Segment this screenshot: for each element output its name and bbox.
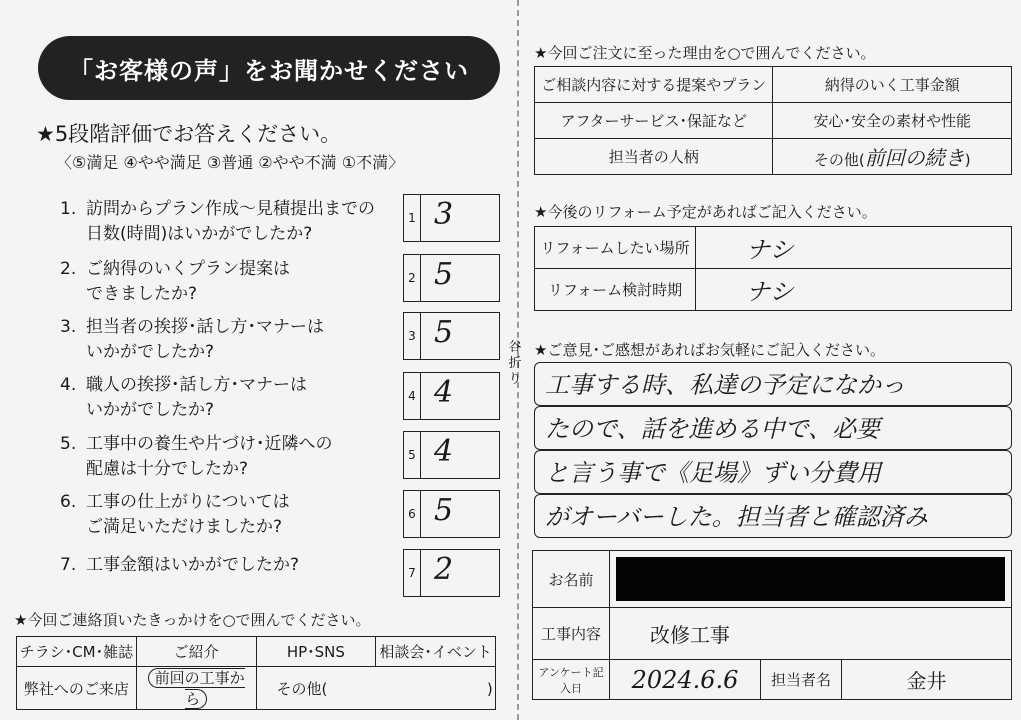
answer-index: 2 <box>404 255 421 301</box>
question-6 <box>60 490 290 540</box>
reason-option[interactable]: アフターサービス･保証など <box>535 103 773 139</box>
question-number: 5. <box>60 434 77 454</box>
contact-option[interactable]: 弊社へのご来店 <box>17 667 137 710</box>
other-label: その他( <box>813 151 865 169</box>
answer-box-3[interactable] <box>403 312 500 360</box>
question-number: 3. <box>60 317 77 337</box>
question-text: ご納得のいくプラン提案は <box>86 259 290 279</box>
answer-value: 3 <box>434 197 454 232</box>
question-number: 4. <box>60 375 77 395</box>
staff-label: 担当者名 <box>761 660 842 700</box>
answer-value: 5 <box>434 315 454 350</box>
answer-value: 4 <box>434 375 454 410</box>
contact-table <box>16 636 496 710</box>
reason-heading: ★今回ご注文に至った理由を○で囲んでください。 <box>534 44 876 62</box>
question-7 <box>60 553 299 578</box>
question-text: 職人の挨拶･話し方･マナーは <box>86 375 307 395</box>
question-text-2: ご満足いただけましたか? <box>86 517 283 537</box>
contact-heading: ★今回ご連絡頂いたきっかけを○で囲んでください。 <box>14 611 371 629</box>
future-place-value[interactable]: ナシ <box>696 227 1012 269</box>
question-text-2: いかがでしたか? <box>86 342 215 362</box>
selected-circle: 前回の工事から <box>148 668 245 709</box>
answer-box-5[interactable] <box>403 431 500 479</box>
answer-index: 7 <box>404 550 421 596</box>
other-close: ) <box>964 151 971 169</box>
question-text: 担当者の挨拶･話し方･マナーは <box>86 317 324 337</box>
answer-index: 4 <box>404 373 421 419</box>
question-4 <box>60 373 307 423</box>
answer-value: 5 <box>434 257 454 292</box>
contact-option[interactable]: チラシ･CM･雑誌 <box>17 637 137 667</box>
rating-heading: ★5段階評価でお答えください。 <box>36 122 342 146</box>
answer-value: 2 <box>434 552 454 587</box>
comment-line-2[interactable]: たので、話を進める中で、必要 <box>534 406 1012 450</box>
question-1 <box>60 197 375 247</box>
future-heading: ★今後のリフォーム予定があればご記入ください。 <box>534 203 877 221</box>
question-text-2: 配慮は十分でしたか? <box>86 459 249 479</box>
question-number: 7. <box>60 555 77 575</box>
rating-scale: 〈⑤満足 ④やや満足 ③普通 ②やや不満 ①不満〉 <box>56 153 405 172</box>
question-3 <box>60 315 324 365</box>
answer-box-7[interactable] <box>403 549 500 597</box>
reason-option[interactable]: 担当者の人柄 <box>535 139 773 175</box>
work-label: 工事内容 <box>533 608 610 660</box>
answer-box-1[interactable] <box>403 194 500 242</box>
contact-option-other[interactable] <box>256 667 496 710</box>
reason-table <box>534 66 1012 175</box>
other-value: 前回の続き <box>864 146 965 170</box>
comment-line-4[interactable]: がオーバーした。担当者と確認済み <box>534 494 1012 538</box>
answer-value: 5 <box>434 493 454 528</box>
future-table <box>534 226 1012 311</box>
question-text: 工事金額はいかがでしたか? <box>86 555 300 575</box>
contact-option[interactable]: HP･SNS <box>256 637 376 667</box>
contact-option[interactable]: 相談会･イベント <box>376 637 496 667</box>
question-2 <box>60 257 290 307</box>
future-time-label: リフォーム検討時期 <box>535 269 696 311</box>
answer-index: 1 <box>404 195 421 241</box>
contact-option-selected[interactable] <box>136 667 256 710</box>
redacted-name <box>616 557 1005 601</box>
other-label: その他( <box>276 679 328 698</box>
staff-value[interactable]: 金井 <box>842 660 1012 700</box>
answer-index: 5 <box>404 432 421 478</box>
question-number: 1. <box>60 199 77 219</box>
reason-option-other[interactable] <box>773 139 1012 175</box>
work-value[interactable]: 改修工事 <box>610 608 1012 660</box>
question-number: 6. <box>60 492 77 512</box>
answer-value: 4 <box>434 434 454 469</box>
answer-box-6[interactable] <box>403 490 500 538</box>
question-text-2: 日数(時間)はいかがでしたか? <box>86 224 313 244</box>
question-text: 工事中の養生や片づけ･近隣への <box>86 434 333 454</box>
date-label: アンケート記入日 <box>533 660 610 700</box>
future-time-value[interactable]: ナシ <box>696 269 1012 311</box>
question-number: 2. <box>60 259 77 279</box>
comment-line-1[interactable]: 工事する時、私達の予定になかっ <box>534 362 1012 406</box>
comment-line-3[interactable]: と言う事で《足場》ずい分費用 <box>534 450 1012 494</box>
fold-label: 谷折り <box>508 340 522 387</box>
survey-banner: 「お客様の声」をお聞かせください <box>38 36 500 100</box>
answer-box-2[interactable] <box>403 254 500 302</box>
comments-heading: ★ご意見･ご感想があればお気軽にご記入ください。 <box>534 341 885 359</box>
info-table <box>532 550 1012 700</box>
reason-option[interactable]: ご相談内容に対する提案やプラン <box>535 67 773 103</box>
answer-box-4[interactable] <box>403 372 500 420</box>
question-text: 訪問からプラン作成～見積提出までの <box>86 199 375 219</box>
name-label: お名前 <box>533 551 610 608</box>
question-5 <box>60 432 333 482</box>
answer-index: 6 <box>404 491 421 537</box>
answer-index: 3 <box>404 313 421 359</box>
reason-option[interactable]: 納得のいく工事金額 <box>773 67 1012 103</box>
date-value[interactable]: 2024.6.6 <box>610 660 761 700</box>
future-place-label: リフォームしたい場所 <box>535 227 696 269</box>
question-text-2: できましたか? <box>86 284 198 304</box>
contact-option[interactable]: ご紹介 <box>136 637 256 667</box>
question-text-2: いかがでしたか? <box>86 400 215 420</box>
name-field[interactable] <box>610 551 1012 608</box>
other-close: ) <box>486 679 493 698</box>
question-text: 工事の仕上がりについては <box>86 492 290 512</box>
reason-option[interactable]: 安心･安全の素材や性能 <box>773 103 1012 139</box>
